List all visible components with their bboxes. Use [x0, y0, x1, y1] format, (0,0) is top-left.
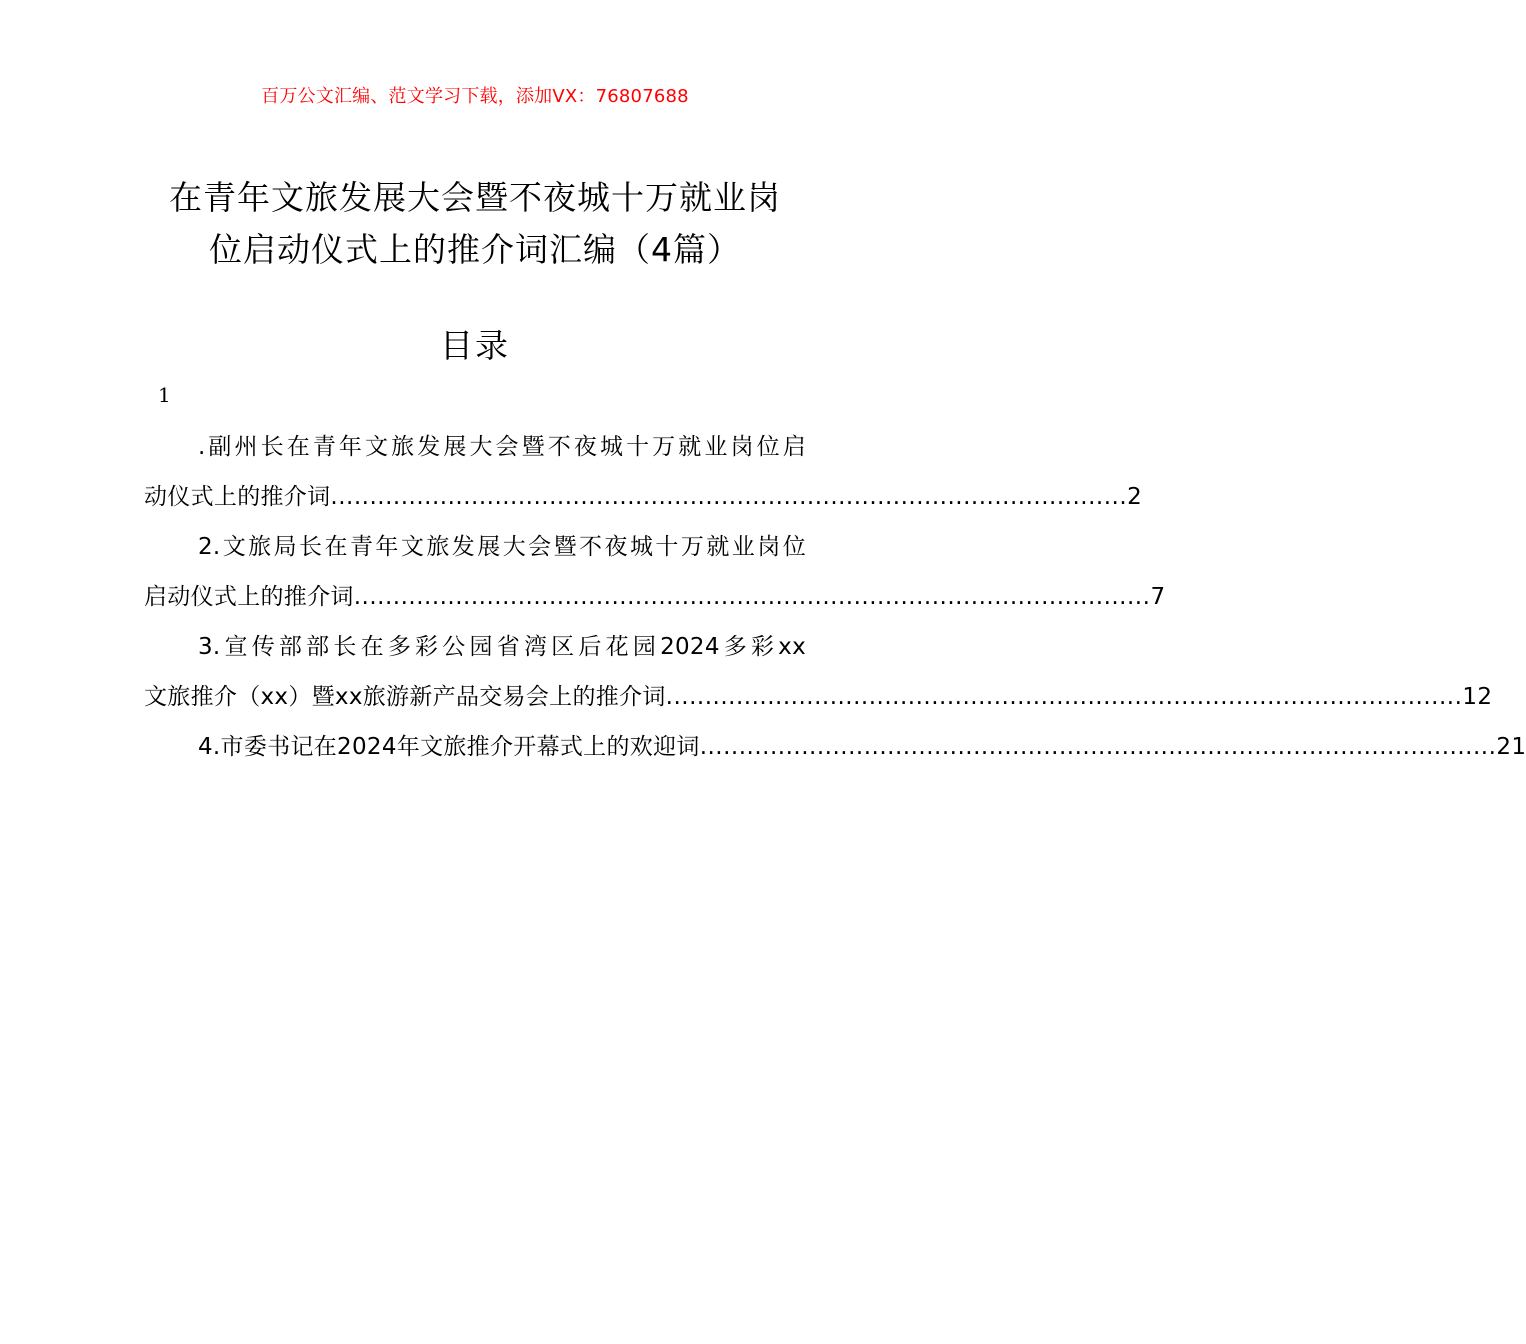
toc-entry-1-title-line-2	[144, 472, 1143, 522]
table-of-contents	[144, 422, 1526, 772]
toc-entry-3-title-line-2	[144, 672, 1493, 722]
dot-leader: ......................................................................................................	[699, 734, 1497, 760]
toc-entry-4-title-line-1	[144, 722, 1526, 772]
toc-entry-3-page-number: 12	[1462, 684, 1493, 710]
toc-entry-1-title-tail: 动仪式上的推介词	[144, 484, 331, 510]
toc-entry-3-title-line-1: 3.宣传部部长在多彩公园省湾区后花园2024多彩xx	[198, 634, 806, 660]
toc-entry-4[interactable]	[144, 722, 1526, 772]
toc-entry-4-title: 4.市委书记在2024年文旅推介开幕式上的欢迎词	[198, 734, 700, 760]
promo-banner: 百万公文汇编、范文学习下载，添加VX：76807688	[261, 86, 689, 107]
toc-entry-2-title-tail: 启动仪式上的推介词	[144, 584, 354, 610]
toc-entry-2-title-line-2	[144, 572, 1166, 622]
document-title-line-2: 位启动仪式上的推介词汇编（4篇）	[209, 230, 741, 269]
toc-entry-3[interactable]	[144, 622, 1493, 722]
toc-entry-2-page-number: 7	[1150, 584, 1166, 610]
toc-entry-1-page-number: 2	[1127, 484, 1143, 510]
document-title-line-1: 在青年文旅发展大会暨不夜城十万就业岗	[169, 178, 781, 217]
toc-stray-number: 1	[158, 383, 171, 407]
document-title	[100, 172, 850, 276]
toc-entry-4-page-number: 21	[1496, 734, 1526, 760]
toc-entry-3-title-tail: 文旅推介（xx）暨xx旅游新产品交易会上的推介词	[144, 684, 666, 710]
toc-entry-2-title-line-1: 2.文旅局长在青年文旅发展大会暨不夜城十万就业岗位	[198, 534, 806, 560]
dot-leader: ......................................................................................................	[665, 684, 1463, 710]
dot-leader: ......................................................................................................	[353, 584, 1151, 610]
toc-entry-1-title-line-1: .副州长在青年文旅发展大会暨不夜城十万就业岗位启	[198, 434, 806, 460]
toc-entry-2[interactable]	[144, 522, 1166, 622]
toc-entry-1[interactable]	[144, 422, 1143, 522]
toc-heading: 目录	[440, 326, 510, 365]
dot-leader: ......................................................................................................	[330, 484, 1128, 510]
